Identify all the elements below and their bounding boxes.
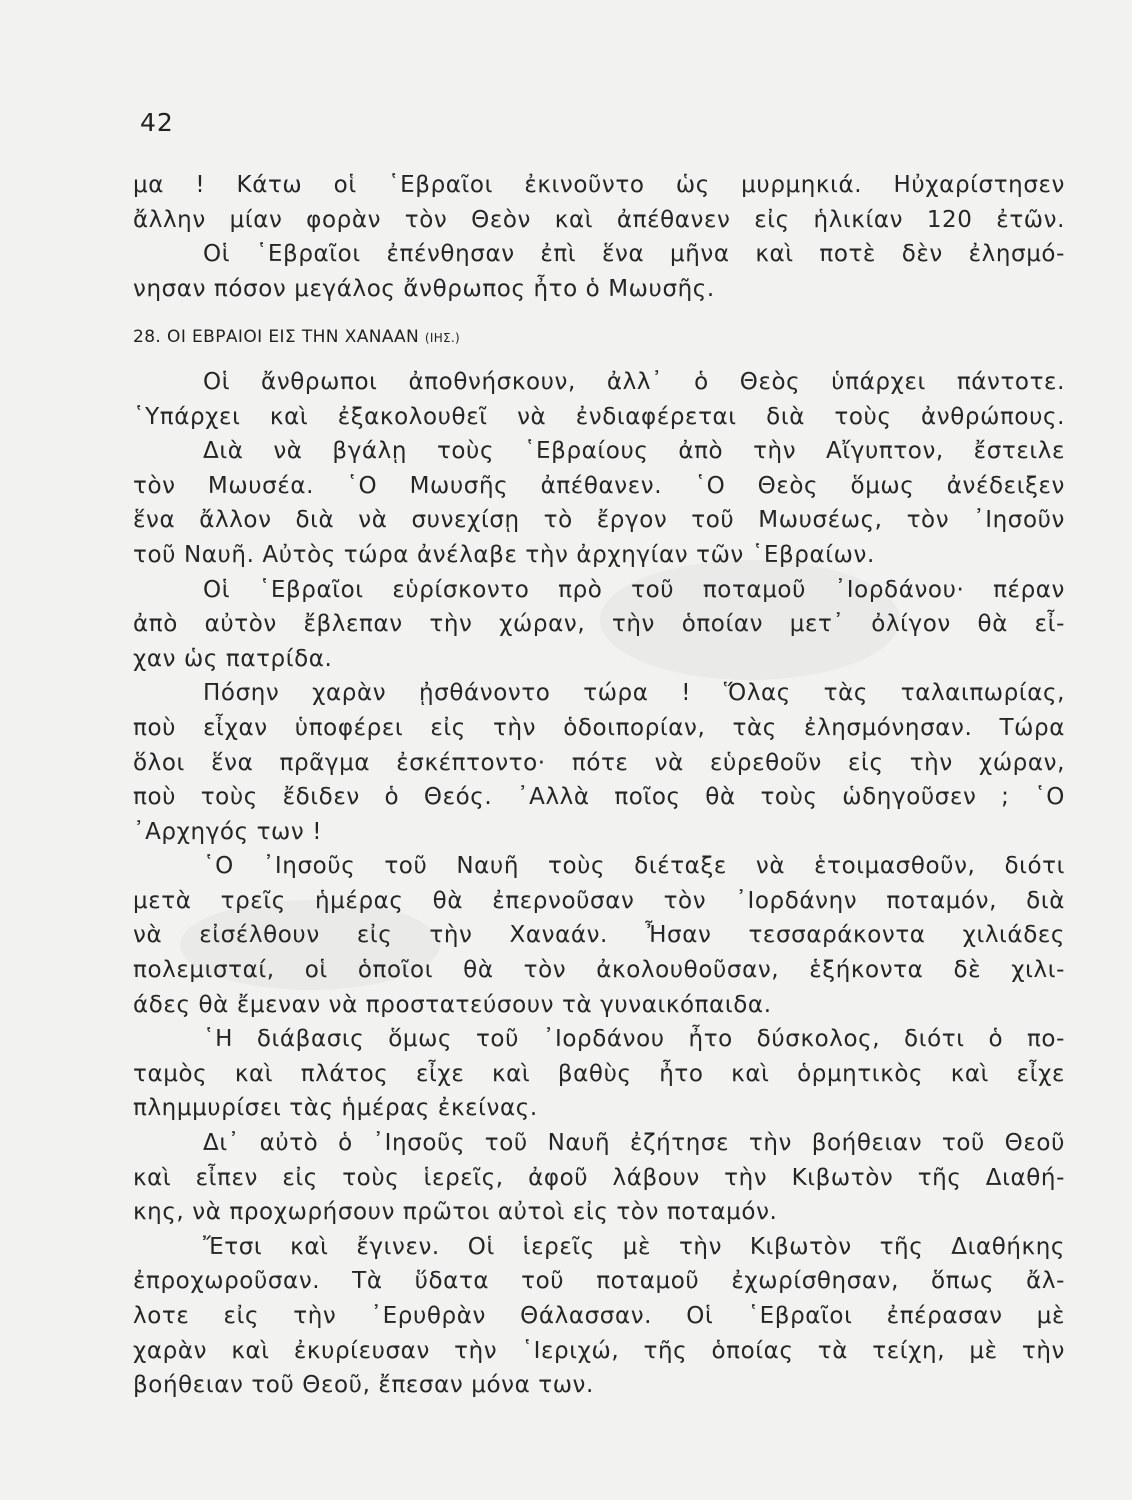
section-heading [133, 320, 1065, 355]
text-line: ἕνα ἄλλον διὰ νὰ συνεχίσῃ τὸ ἔργον τοῦ Μωυσέως, τὸν ᾿Ιησοῦν [133, 507, 1065, 534]
text-line: χαρὰν καὶ ἐκυρίευσαν τὴν ῾Ιεριχώ, τῆς ὁποίας τὰ τείχη, μὲ τὴν [133, 1337, 1065, 1364]
section-title: 28. ΟΙ ΕΒΡΑΙΟΙ ΕΙΣ ΤΗΝ ΧΑΝΑΑΝ [133, 327, 420, 348]
text-line: ῾Ο ᾿Ιησοῦς τοῦ Ναυῆ τοὺς διέταξε νὰ ἑτοιμασθοῦν, διότι [203, 853, 1065, 880]
text-line: Διὰ νὰ βγάλῃ τοὺς ῾Εβραίους ἀπὸ τὴν Αἴγυπτον, ἔστειλε [203, 438, 1065, 465]
text-line: βοήθειαν τοῦ Θεοῦ, ἔπεσαν μόνα των. [133, 1372, 594, 1399]
text-line: μα ! Κάτω οἱ ῾Εβραῖοι ἐκινοῦντο ὡς μυρμηκιά. Ηὐχαρίστησεν [133, 172, 1065, 198]
text-line: ποὺ εἶχαν ὑποφέρει εἰς τὴν ὁδοιπορίαν, τὰς ἐλησμόνησαν. Τώρα [133, 714, 1065, 741]
text-line: άδες θὰ ἔμεναν νὰ προστατεύσουν τὰ γυναικόπαιδα. [133, 991, 772, 1018]
text-line: ἄλλην μίαν φορὰν τὸν Θεὸν καὶ ἀπέθανεν εἰς ἡλικίαν 120 ἐτῶν. [133, 206, 1065, 233]
text-line: Πόσην χαρὰν ᾐσθάνοντο τώρα ! Ὅλας τὰς ταλαιπωρίας, [203, 680, 1065, 707]
text-line: νὰ εἰσέλθουν εἰς τὴν Χαναάν. Ἦσαν τεσσαράκοντα χιλιάδες [133, 922, 1065, 949]
text-line: ᾿Αρχηγός των ! [133, 818, 323, 845]
text-line: καὶ εἶπεν εἰς τοὺς ἱερεῖς, ἀφοῦ λάβουν τὴν Κιβωτὸν τῆς Διαθή- [133, 1164, 1065, 1191]
text-line: ταμὸς καὶ πλάτος εἶχε καὶ βαθὺς ἦτο καὶ ὁρμητικὸς καὶ εἶχε [133, 1060, 1065, 1087]
text-line: λοτε εἰς τὴν ᾿Ερυθρὰν Θάλασσαν. Οἱ ῾Εβραῖοι ἐπέρασαν μὲ [133, 1303, 1065, 1329]
section-reference: (ΙΗΣ.) [424, 331, 461, 346]
text-line: ἐπροχωροῦσαν. Τὰ ὕδατα τοῦ ποταμοῦ ἐχωρίσθησαν, ὅπως ἄλ- [133, 1268, 1065, 1295]
text-line: μετὰ τρεῖς ἡμέρας θὰ ἐπερνοῦσαν τὸν ᾿Ιορδάνην ποταμόν, διὰ [133, 887, 1065, 914]
text-line: Οἱ ῾Εβραῖοι ἐπένθησαν ἐπὶ ἕνα μῆνα καὶ ποτὲ δὲν ἐλησμό- [203, 241, 1065, 268]
text-line: Δι᾽ αὐτὸ ὁ ᾿Ιησοῦς τοῦ Ναυῆ ἐζήτησε τὴν βοήθειαν τοῦ Θεοῦ [203, 1130, 1065, 1157]
text-line: τὸν Μωυσέα. ῾Ο Μωυσῆς ἀπέθανεν. ῾Ο Θεὸς ὅμως ἀνέδειξεν [133, 472, 1065, 499]
body-text [133, 168, 1065, 1403]
text-line: πολεμισταί, οἱ ὁποῖοι θὰ τὸν ἀκολουθοῦσαν, ἑξήκοντα δὲ χιλι- [133, 957, 1065, 984]
text-line: ποὺ τοὺς ἔδιδεν ὁ Θεός. ᾿Αλλὰ ποῖος θὰ τοὺς ὡδηγοῦσεν ; ῾Ο [133, 784, 1065, 811]
text-line: χαν ὡς πατρίδα. [133, 645, 333, 672]
text-line: Οἱ ἄνθρωποι ἀποθνήσκουν, ἀλλ᾽ ὁ Θεὸς ὑπάρχει πάντοτε. [203, 368, 1065, 395]
text-line: Ἔτσι καὶ ἔγινεν. Οἱ ἱερεῖς μὲ τὴν Κιβωτὸν τῆς Διαθήκης [203, 1233, 1065, 1260]
text-line: ὅλοι ἕνα πρᾶγμα ἐσκέπτοντο· πότε νὰ εὑρεθοῦν εἰς τὴν χώραν, [133, 749, 1065, 776]
text-line: ῾Υπάρχει καὶ ἐξακολουθεῖ νὰ ἐνδιαφέρεται διὰ τοὺς ἀνθρώπους. [133, 403, 1065, 430]
text-line: Οἱ ῾Εβραῖοι εὑρίσκοντο πρὸ τοῦ ποταμοῦ ᾿Ιορδάνου· πέραν [203, 576, 1065, 603]
text-line: ῾Η διάβασις ὅμως τοῦ ᾿Ιορδάνου ἦτο δύσκολος, διότι ὁ πο- [203, 1026, 1065, 1053]
text-line: πλημμυρίσει τὰς ἡμέρας ἐκείνας. [133, 1095, 538, 1122]
page-number: 42 [140, 108, 174, 137]
text-line: ἀπὸ αὐτὸν ἔβλεπαν τὴν χώραν, τὴν ὁποίαν μετ᾽ ὀλίγον θὰ εἶ- [133, 611, 1065, 638]
text-line: τοῦ Ναυῆ. Αὐτὸς τώρα ἀνέλαβε τὴν ἀρχηγίαν τῶν ῾Εβραίων. [133, 541, 875, 568]
text-line: νησαν πόσον μεγάλος ἄνθρωπος ἦτο ὁ Μωυσῆς. [133, 275, 715, 302]
text-line: κης, νὰ προχωρήσουν πρῶτοι αὐτοὶ εἰς τὸν ποταμόν. [133, 1199, 778, 1226]
